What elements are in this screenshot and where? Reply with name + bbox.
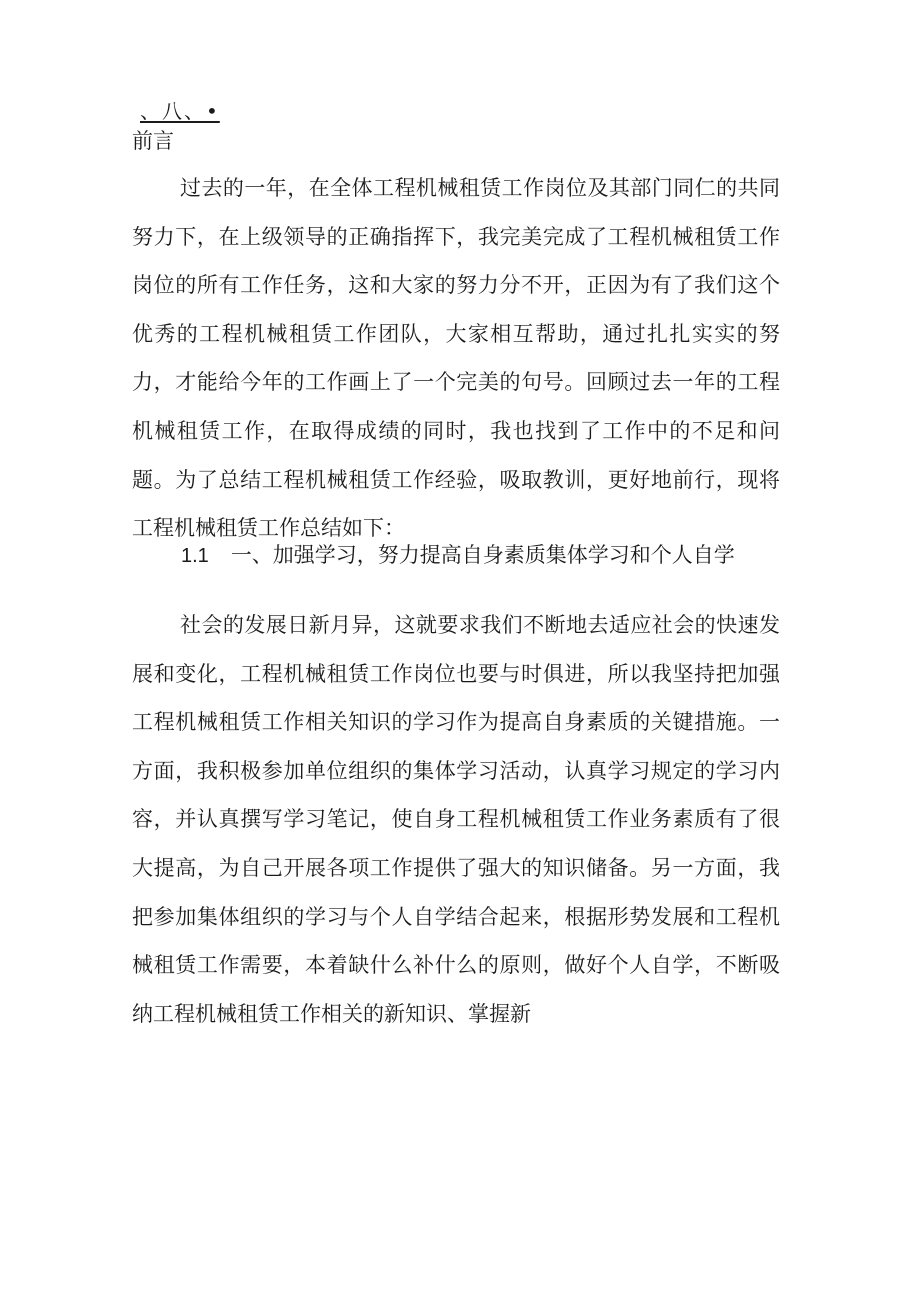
section-heading	[181, 540, 735, 571]
paragraph-study: 社会的发展日新月异，这就要求我们不断地去适应社会的快速发展和变化，工程机械租赁工作岗位也要与时俱进，所以我坚持把加强工程机械租赁工作相关知识的学习作为提高自身素质的关键措施。一方面，我积极参加单位组织的集体学习活动，认真学习规定的学习内容，并认真撰写学习笔记，使自身工程机械租赁工作业务素质有了很大提高，为自己开展各项工作提供了强大的知识储备。另一方面，我把参加集体组织的学习与个人自学结合起来，根据形势发展和工程机械租赁工作需要，本着缺什么补什么的原则，做好个人自学，不断吸纳工程机械租赁工作相关的新知识、掌握新	[132, 613, 780, 1026]
section-title: 一、加强学习，努力提高自身素质集体学习和个人自学	[230, 543, 735, 567]
preface-heading: 前言	[132, 129, 174, 153]
section-number: 1.1	[181, 545, 209, 567]
header-mark: 、八、•	[140, 99, 220, 123]
paragraph-intro: 过去的一年，在全体工程机械租赁工作岗位及其部门同仁的共同努力下，在上级领导的正确指挥下，我完美完成了工程机械租赁工作岗位的所有工作任务，这和大家的努力分不开，正因为有了我们这个优秀的工程机械租赁工作团队，大家相互帮助，通过扎扎实实的努力，才能给今年的工作画上了一个完美的句号。回顾过去一年的工程机械租赁工作，在取得成绩的同时，我也找到了工作中的不足和问题。为了总结工程机械租赁工作经验，吸取教训，更好地前行，现将工程机械租赁工作总结如下：	[132, 176, 780, 541]
